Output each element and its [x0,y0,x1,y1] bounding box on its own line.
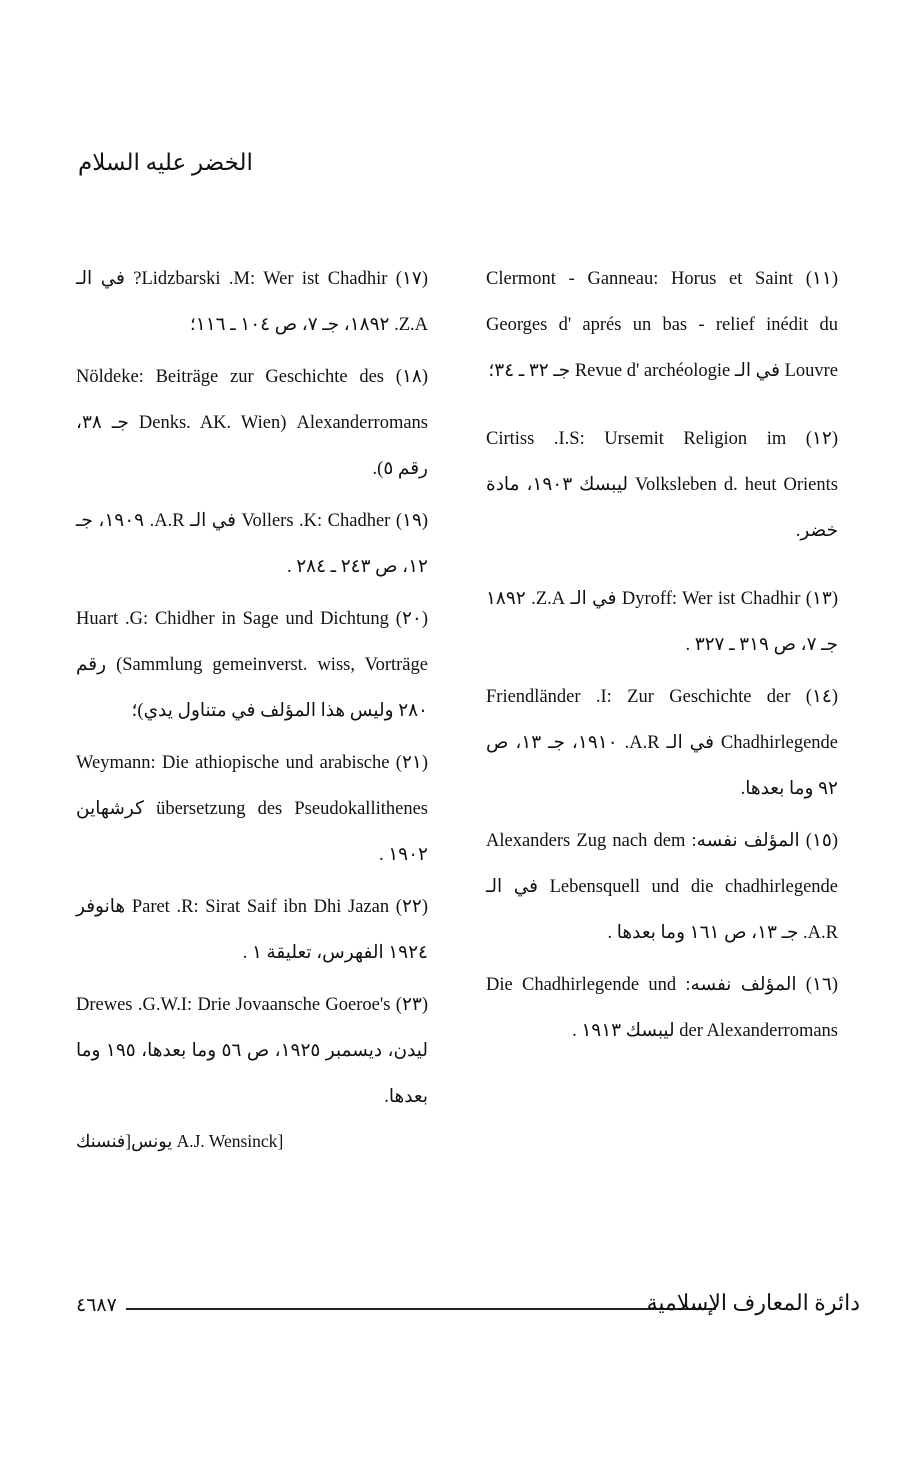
reference-entry: (١٢) Cirtiss .I.S: Ursemit Religion im Volksleben d. heut Orients ليبسك ١٩٠٣، مادة خضر. [486,429,838,541]
reference-entry: (٢٣) Drewes .G.W.I: Drie Jovaansche Goeroe's ليدن، ديسمبر ١٩٢٥، ص ٥٦ وما بعدها، ١٩٥ وما بعدها. [76,995,428,1107]
reference-entry: (١٦) المؤلف نفسه: Die Chadhirlegende und der Alexanderromans ليبسك ١٩١٣ . [486,975,839,1041]
reference-entry: (١٣) Dyroff: Wer ist Chadhir في الـ Z.A. ١٨٩٢ جـ ٧، ص ٣١٩ ـ ٣٢٧ . [486,589,839,655]
right-column [486,256,838,1060]
reference-entry: (١٨) Nöldeke: Beiträge zur Geschichte des Alexanderromans (Denks. AK. Wien جـ ٣٨، رقم ٥). [76,367,428,479]
reference-entry: (٢١) Weymann: Die athiopische und arabische übersetzung des Pseudokallithenes كرشهاين ١٩٠٢ . [76,753,428,865]
reference-entry: (١٥) المؤلف نفسه: Alexanders Zug nach dem Lebensquell und die chadhirlegende في الـ A.R. جـ ١٣، ص ١٦١ وما بعدها . [486,831,838,943]
reference-entry: (٢٢) Paret .R: Sirat Saif ibn Dhi Jazan هانوفر ١٩٢٤ الفهرس، تعليقة ١ . [76,897,428,963]
page-number: ٤٦٨٧ [76,1295,117,1316]
reference-entry: (٢٠) Huart .G: Chidher in Sage und Dichtung Sammlung gemeinverst. wiss, Vorträge) رقم ٢٨٠ وليس هذا المؤلف في متناول يدي)؛ [76,609,428,721]
reference-entry: (١٤) Friendländer .I: Zur Geschichte der Chadhirlegende في الـ A.R. ١٩١٠، جـ ١٣، ص ٩٢ وما بعدها. [486,687,838,799]
reference-entry: (١٧) Lidzbarski .M: Wer ist Chadhir? في الـ Z.A. ١٨٩٢، جـ ٧، ص ١٠٤ ـ ١١٦؛ [76,269,428,335]
encyclopedia-title: دائرة المعارف الإسلامية [646,1290,860,1315]
article-author: [A.J. Wensinck يونس[فنسنك [76,1131,284,1151]
reference-entry: (١٩) Vollers .K: Chadher في الـ A.R. ١٩٠٩، جـ ١٢، ص ٢٤٣ ـ ٢٨٤ . [76,511,429,577]
page-title: الخضر عليه السلام [78,150,253,175]
reference-entry: (١١) Clermont - Ganneau: Horus et Saint Georges d' aprés un bas - relief inédit du Louvre في الـ Revue d' archéologie جـ ٣٢ ـ ٣٤؛ [486,269,838,381]
footer-rule [126,1308,716,1310]
left-column [76,256,428,1156]
page-footer [76,1290,860,1324]
